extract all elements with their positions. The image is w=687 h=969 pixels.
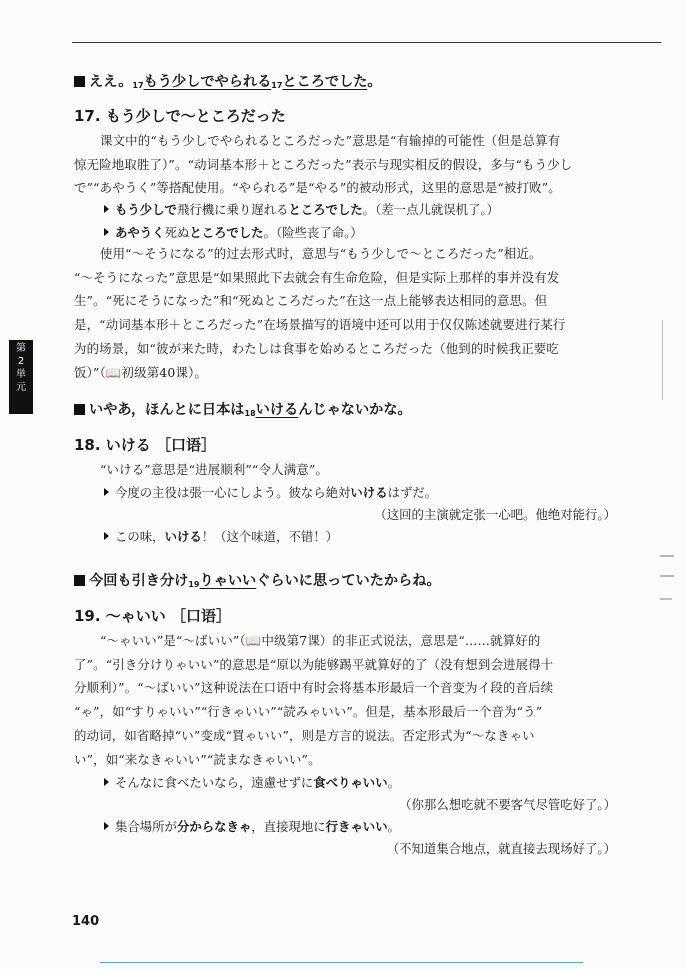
dialogue-line (74, 72, 634, 96)
section-heading: 18. いける ［口语］ (74, 436, 217, 454)
dialogue-line (74, 571, 634, 595)
example-text: 。 (387, 819, 400, 834)
page-number: 140 (72, 914, 100, 929)
triangle-bullet-icon (104, 778, 109, 786)
square-bullet-icon (74, 575, 85, 586)
example-sentence (104, 223, 363, 243)
unit-tab (9, 340, 33, 414)
square-bullet-icon (74, 76, 85, 87)
square-bullet-icon (74, 404, 85, 415)
paragraph-line: 是，“动词基本形＋ところだった”在场景描写的语境中还可以用于仅仅陈述就要进行某行 (74, 317, 566, 333)
example-bold: ところでした (288, 202, 363, 217)
example-bold: ところでした (189, 225, 264, 240)
triangle-bullet-icon (104, 532, 109, 540)
paragraph-line: “～ゃいい”是“～ばいい”（📖中级第7课）的非正式说法，意思是“……就算好的 (100, 633, 541, 648)
example-translation: （你那么想吃就不要客气尽管吃好了。） (399, 797, 616, 812)
dialogue-text: ええ。 (89, 74, 133, 90)
paragraph-line: 的动词，如省略掉“い”变成“買ゃいい”，则是方言的说法。否定形式为“～なきゃい (74, 727, 535, 743)
dialogue-underlined: いける (255, 402, 299, 418)
note-number: 19 (188, 580, 200, 589)
scan-artifact (660, 575, 674, 577)
example-translation: （这回的主演就定张一心吧。他绝对能行。） (374, 507, 616, 522)
example-sentence (104, 200, 499, 220)
dialogue-text: いやあ，ほんとに日本は (89, 402, 245, 418)
dialogue-line (74, 400, 634, 424)
triangle-bullet-icon (104, 488, 109, 496)
dialogue-text: やられる (214, 74, 272, 90)
note-number: 17 (271, 81, 283, 90)
bottom-rule (100, 962, 583, 963)
note-number: 18 (244, 409, 256, 418)
unit-tab-char: 元 (16, 382, 26, 393)
scan-artifact (660, 555, 674, 557)
dialogue-underlined: ところでした (282, 74, 368, 90)
scan-artifact (660, 598, 672, 600)
example-text: そんなに食べたいなら，遠慮せずに (115, 775, 314, 790)
paragraph-line: で”“あやうく”等搭配使用。“やられる”是“やる”的被动形式，这里的意思是“被打败”。 (74, 180, 561, 196)
example-text: 。 (387, 775, 400, 790)
example-text: ！（这个味道，不错！） (201, 529, 339, 544)
paragraph-line: 课文中的“もう少しでやられるところだった”意思是“有输掉的可能性（但是总算有 (100, 133, 561, 148)
example-sentence (104, 527, 338, 547)
paragraph-line: 使用“～そうになる”的过去形式时，意思与“もう少しで～ところだった”相近。 (100, 246, 542, 261)
paragraph-line: 饭）”（📖初级第40课）。 (74, 364, 208, 380)
triangle-bullet-icon (104, 822, 109, 830)
unit-tab-char: 第 (16, 343, 26, 354)
example-bold: 食べりゃいい (313, 775, 388, 790)
paragraph-line: “～そうになった”意思是“如果照此下去就会有生命危险，但是实际上那样的事并没有发 (74, 269, 560, 285)
example-text: 集合場所が (115, 819, 177, 834)
example-sentence (104, 483, 437, 503)
dialogue-text: 今回も引き分け (89, 573, 189, 589)
paragraph-line: い”，如“来なきゃいい”“読まなきゃいい”。 (74, 751, 321, 767)
example-text: ，直接現地に (251, 819, 326, 834)
example-bold: 行きゃいい (325, 819, 388, 834)
scan-artifact (662, 320, 663, 400)
example-sentence (104, 817, 400, 837)
paragraph-line: “ゃ”，如“すりゃいい”“行きゃいい”“読みゃいい”。但是，基本形最后一个音为“う” (74, 704, 543, 720)
example-bold: いける (350, 485, 388, 500)
example-translation: （不知道集合地点，就直接去现场好了。） (386, 841, 616, 856)
paragraph (74, 629, 616, 771)
example-bold: 分からなきゃ (176, 819, 252, 834)
example-bold: あやうく (115, 225, 165, 240)
triangle-bullet-icon (104, 205, 109, 213)
triangle-bullet-icon (104, 228, 109, 236)
top-rule (72, 42, 661, 43)
example-bold: いける (164, 529, 202, 544)
dialogue-text: んじゃないかな。 (298, 402, 412, 418)
example-bold: もう少しで (115, 202, 177, 217)
section-heading: 19. ～ゃいい ［口语］ (74, 607, 232, 625)
section-heading: 17. もう少しで～ところだった (74, 107, 286, 125)
example-text: 死ぬ (164, 225, 190, 240)
example-text: 。（差一点儿就误机了。） (362, 202, 499, 217)
dialogue-text: 。 (367, 74, 382, 90)
example-text: 今度の主役は張一心にしよう。彼なら絶対 (115, 485, 351, 500)
paragraph-line: 了”。“引き分けりゃいい”的意思是“原以为能够踢平就算好的了（没有想到会进展得十 (74, 656, 554, 672)
example-text: 。（险些丧了命。） (263, 225, 363, 240)
example-text: この味， (115, 529, 165, 544)
paragraph-line: 分顺利）”。“～ばいい”这种说法在口语中有时会将基本形最后一个音变为イ段的音后续 (74, 680, 554, 696)
paragraph-line: 为的场景，如“彼が来た時，わたしは食事を始めるところだった（他到的时候我正要吃 (74, 340, 559, 356)
note-number: 17 (132, 81, 144, 90)
paragraph-line: “いける”意思是“进展顺利”“令人满意”。 (100, 462, 329, 477)
paragraph-line: 生”。“死にそうになった”和“死ぬところだった”在这一点上能够表达相同的意思。但 (74, 293, 548, 309)
paragraph (74, 458, 616, 482)
unit-tab-char: 2 (17, 356, 25, 367)
paragraph (74, 129, 616, 200)
example-sentence (104, 773, 400, 793)
dialogue-underlined: もう少しで (143, 74, 215, 90)
dialogue-underlined: りゃいい (199, 573, 257, 589)
paragraph-line: 惊无险地取胜了）”。“动词基本形＋ところだった”表示与现实相反的假设，多与“もう少し (74, 156, 573, 172)
example-text: 飛行機に乗り遅れる (176, 202, 289, 217)
paragraph (74, 242, 616, 384)
unit-tab-char: 単 (16, 369, 26, 380)
example-text: はずだ。 (387, 485, 438, 500)
dialogue-text: ぐらいに思っていたからね。 (256, 573, 441, 589)
